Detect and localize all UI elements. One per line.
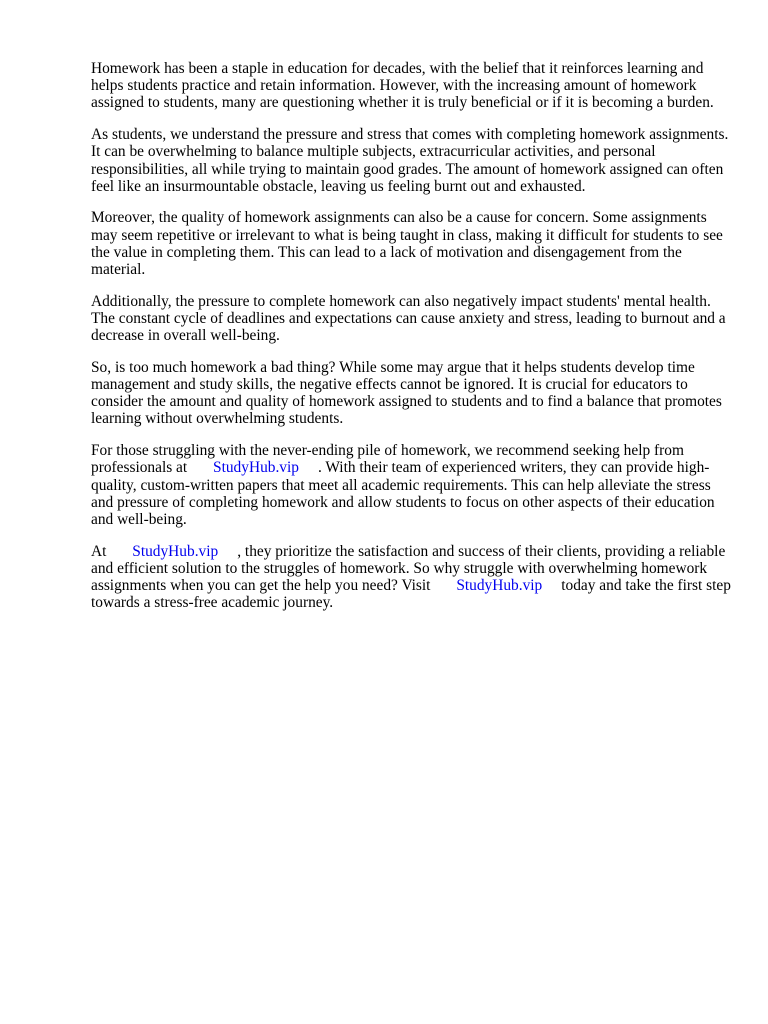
paragraph-conclusion: So, is too much homework a bad thing? While some may argue that it helps students develop time management and study skills, the negative effects cannot be ignored. It is crucial for educators to consider the amount and quality of homework assigned to students and to find a balance that promotes learning without overwhelming students. — [91, 358, 722, 428]
document-page — [91, 60, 731, 626]
studyhub-link[interactable]: StudyHub.vip — [132, 542, 219, 560]
paragraph-student-pressure: As students, we understand the pressure and stress that comes with completing homework assignments. It can be overwhelming to balance multiple subjects, extracurricular activities, and personal responsibilities, all while trying to maintain good grades. The amount of homework assigned can often feel like an insurmountable obstacle, leaving us feeling burnt out and exhausted. — [91, 126, 729, 195]
paragraph-quality-concern: Moreover, the quality of homework assignments can also be a cause for concern. Some assignments may seem repetitive or irrelevant to what is being taught in class, making it difficult for students to see the value in completing them. This can lead to a lack of motivation and disengagement from the material. — [91, 209, 723, 279]
paragraph-call-to-action — [91, 543, 731, 612]
cta-text-before: At — [91, 542, 107, 560]
paragraph-recommendation — [91, 442, 731, 528]
paragraph-intro: Homework has been a staple in education for decades, with the belief that it reinforces learning and helps students practice and retain information. However, with the increasing amount of homework assigned to students, many are questioning whether it is truly beneficial or if it is becoming a burden. — [91, 60, 714, 112]
studyhub-link[interactable]: StudyHub.vip — [213, 459, 299, 477]
recommendation-text-before: For those struggling with the never-ending pile of homework, we recommend seeking help from professionals at — [91, 442, 684, 477]
recommendation-text-after: . With their team of experienced writers, they can provide high-quality, custom-written papers that meet all academic requirements. This can help alleviate the stress and pressure of completing homework and allow students to focus on other aspects of their education and well-being. — [91, 459, 715, 528]
cta-text-after: today and take the first step towards a stress-free academic journey. — [91, 577, 731, 612]
cta-text-middle: , they prioritize the satisfaction and success of their clients, providing a reliable and efficient solution to the struggles of homework. So why struggle with overwhelming homework assignments when you can get the help you need? Visit — [91, 542, 726, 595]
paragraph-mental-health: Additionally, the pressure to complete homework can also negatively impact students' mental health. The constant cycle of deadlines and expectations can cause anxiety and stress, leading to burnout and a decrease in overall well-being. — [91, 292, 726, 345]
studyhub-link[interactable]: StudyHub.vip — [456, 577, 543, 595]
